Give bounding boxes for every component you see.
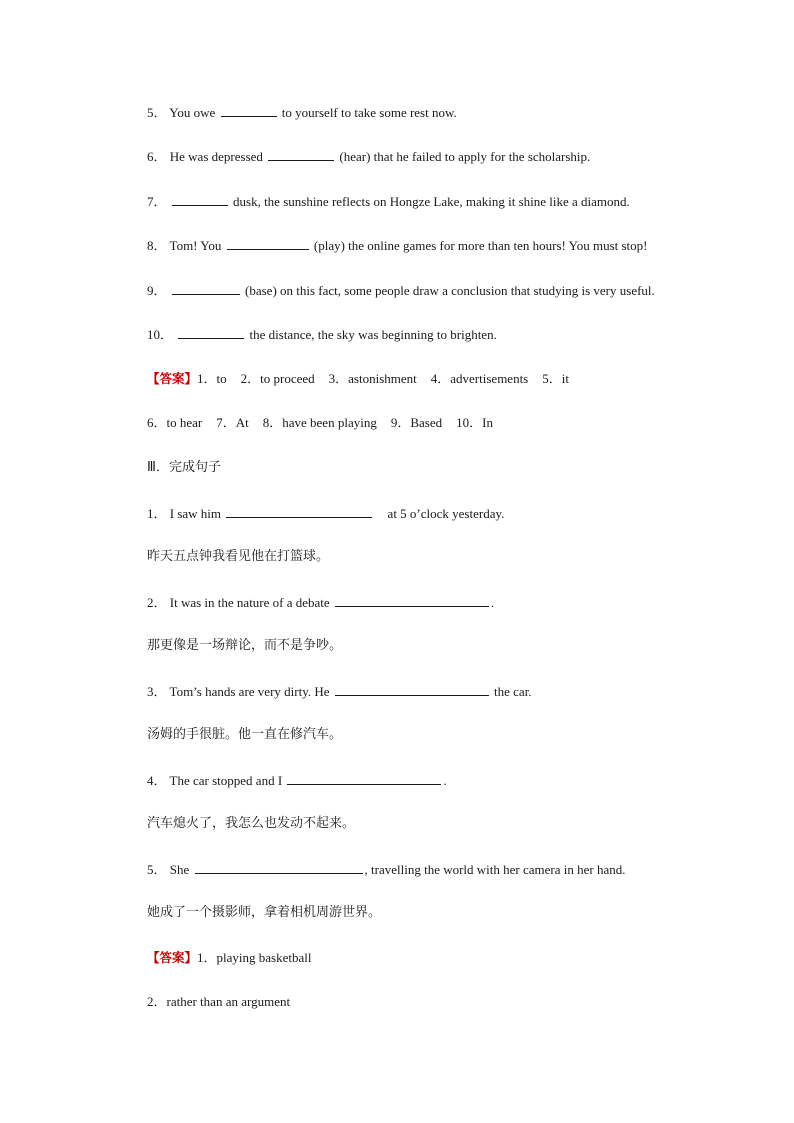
item-text: She — [169, 862, 190, 877]
answer-key-line-3 — [147, 950, 311, 966]
item-text: I saw him — [169, 506, 222, 521]
item-text: You owe — [169, 105, 216, 120]
sentence-item-2 — [147, 594, 494, 610]
answer-blank[interactable] — [226, 505, 372, 518]
answer-tag: 【答案】 — [147, 371, 198, 386]
item-text: It was in the nature of a debate — [169, 595, 330, 610]
answer-blank[interactable] — [335, 683, 489, 696]
section-heading: Ⅲ．完成句子 — [147, 460, 221, 475]
item-text: (base) on this fact, some people draw a conclusion that studying is very useful. — [245, 283, 655, 298]
item-text: the distance, the sky was beginning to brighten. — [249, 327, 497, 342]
item-text: Tom’s hands are very dirty. He — [169, 684, 330, 699]
answer-key-line-1 — [147, 371, 569, 387]
item-text: at 5 o’clock yesterday. — [387, 506, 505, 521]
sentence-translation-5: 她成了一个摄影师，拿着相机周游世界。 — [147, 905, 382, 920]
item-number: 8． — [147, 238, 167, 253]
answer-item: 2．to proceed — [240, 371, 315, 386]
answer-blank[interactable] — [335, 594, 489, 607]
sentence-item-4 — [147, 772, 447, 788]
sentence-translation-1: 昨天五点钟我看见他在打篮球。 — [147, 549, 330, 564]
answer-blank[interactable] — [178, 326, 244, 339]
exercise-item-9 — [147, 282, 655, 298]
exercise-item-10 — [147, 326, 497, 342]
item-text: (hear) that he failed to apply for the scholarship. — [339, 149, 591, 164]
item-text: dusk, the sunshine reflects on Hongze Lake, making it shine like a diamond. — [233, 194, 630, 209]
item-number: 7． — [147, 194, 167, 209]
answer-blank[interactable] — [221, 104, 277, 117]
answer-item: 1．playing basketball — [197, 950, 312, 965]
answer-blank[interactable] — [287, 772, 441, 785]
sentence-translation-3: 汤姆的手很脏。他一直在修汽车。 — [147, 727, 343, 742]
answer-blank[interactable] — [227, 237, 309, 250]
answer-blank[interactable] — [172, 193, 228, 206]
answer-item: 2．rather than an argument — [147, 994, 291, 1009]
answer-key-line-4 — [147, 994, 290, 1010]
answer-blank[interactable] — [268, 148, 334, 161]
item-number: 3． — [147, 684, 167, 699]
item-number: 4． — [147, 773, 167, 788]
item-text: Tom! You — [169, 238, 222, 253]
item-text: . — [443, 773, 447, 788]
item-number: 2． — [147, 595, 167, 610]
item-text: , travelling the world with her camera in her hand. — [364, 862, 626, 877]
sentence-translation-2: 那更像是一场辩论，而不是争吵。 — [147, 638, 343, 653]
item-number: 1． — [147, 506, 167, 521]
answer-item: 6．to hear — [147, 415, 203, 430]
item-text: . — [490, 595, 495, 610]
sentence-translation-4: 汽车熄火了，我怎么也发动不起来。 — [147, 816, 356, 831]
answer-blank[interactable] — [195, 861, 363, 874]
answer-item: 1．to — [197, 371, 227, 386]
sentence-item-5 — [147, 861, 626, 877]
item-text: (play) the online games for more than ten hours! You must stop! — [313, 238, 648, 253]
answer-item: 8．have been playing — [262, 415, 377, 430]
answer-blank[interactable] — [172, 282, 240, 295]
item-number: 6． — [147, 149, 167, 164]
item-text: The car stopped and I — [169, 773, 283, 788]
item-number: 5． — [147, 105, 167, 120]
exercise-item-6 — [147, 148, 590, 164]
item-number: 5． — [147, 862, 167, 877]
item-text: He was depressed — [169, 149, 263, 164]
sentence-item-3 — [147, 683, 532, 699]
answer-key-line-2 — [147, 415, 493, 431]
answer-item: 9．Based — [390, 415, 443, 430]
answer-item: 7．At — [216, 415, 249, 430]
exercise-item-5 — [147, 104, 457, 120]
exercise-item-8 — [147, 237, 648, 253]
item-text: the car. — [494, 684, 532, 699]
answer-tag: 【答案】 — [147, 950, 198, 965]
answer-item: 5．it — [542, 371, 569, 386]
sentence-item-1 — [147, 505, 504, 521]
answer-item: 4．advertisements — [430, 371, 529, 386]
answer-item: 10．In — [456, 415, 493, 430]
item-number: 9． — [147, 283, 167, 298]
answer-item: 3．astonishment — [328, 371, 417, 386]
exercise-item-7 — [147, 193, 630, 209]
item-number: 10． — [147, 327, 174, 342]
item-text: to yourself to take some rest now. — [281, 105, 457, 120]
